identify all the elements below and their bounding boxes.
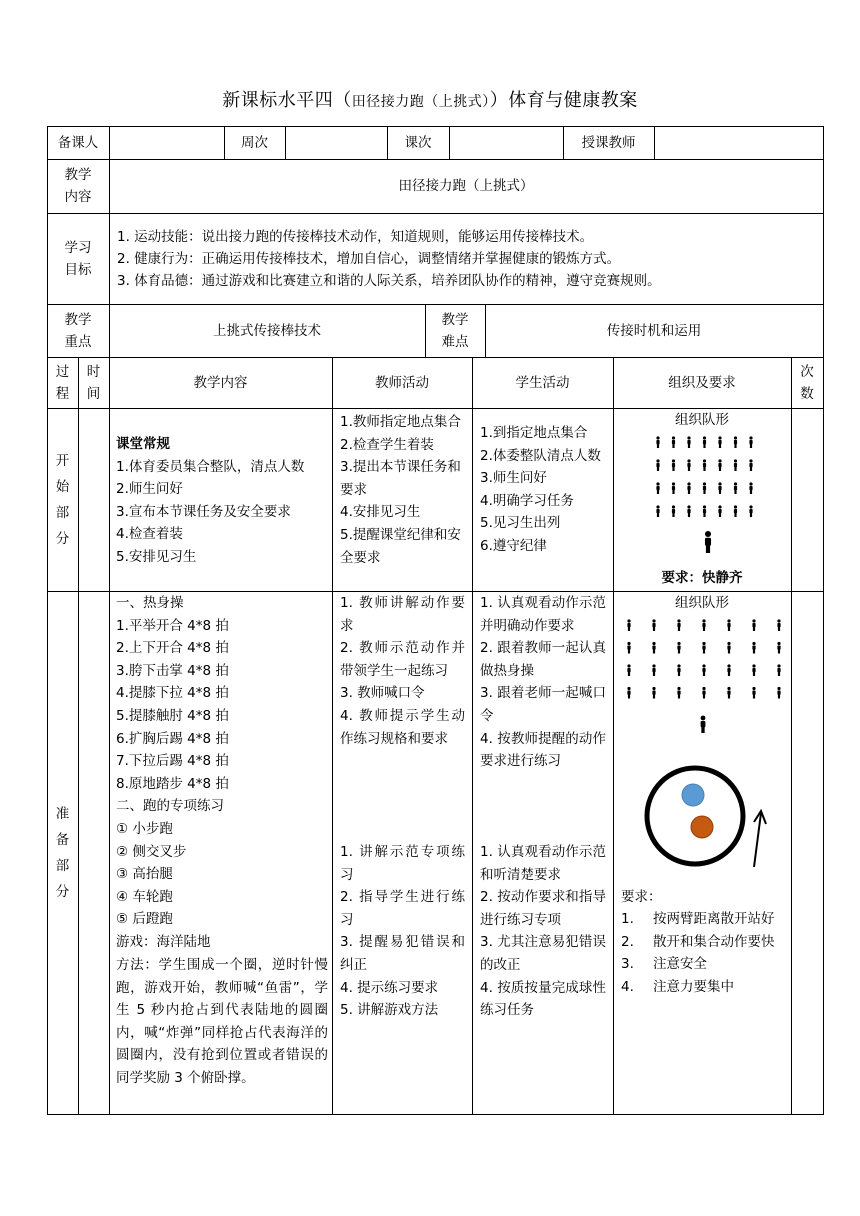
prep-student-a [480,592,606,773]
objective-item: 3. 体育品德：通过游戏和比赛建立和谐的人际关系，培养团队协作的精神，遵守竞赛规则。 [117,273,661,289]
student-icon [656,482,659,494]
list-item: ① 小步跑 [116,820,173,837]
student-icon [734,505,737,517]
preparer-label: 备课人 [57,134,99,151]
student-icon [702,664,705,676]
requirement-item: 2. 散开和集合动作要快 [621,933,775,950]
list-item: 3.宣布本节课任务及安全要求 [116,503,291,520]
list-item: 1. 认真观看动作示范和听清楚要求 [480,844,606,883]
student-icon [752,664,755,676]
list-item: ⑤ 后蹬跑 [116,911,173,928]
student-icon [656,459,659,471]
list-item: 3. 跟着老师一起喊口令 [480,685,606,724]
preparer-field[interactable] [109,126,224,159]
difficulty-label: 教学 难点 [441,311,469,350]
student-icon [749,459,752,471]
student-icon [749,436,752,448]
list-item: 1.平举开合 4*8 拍 [116,617,229,634]
student-icon [677,642,680,654]
lesson-label: 课次 [404,134,432,151]
student-icon [677,619,680,631]
student-icon [672,482,675,494]
student-icon [749,482,752,494]
list-item: 3.胯下击掌 4*8 拍 [116,662,229,679]
start-content-title: 课堂常规 [116,436,170,452]
student-icon [727,687,730,699]
student-icon [752,642,755,654]
start-student [480,422,608,558]
list-item: 游戏：海洋陆地 [116,933,211,950]
student-icon [702,642,705,654]
student-icon [703,482,706,494]
student-icon [687,482,690,494]
student-icon [652,664,655,676]
student-icon [677,687,680,699]
week-label: 周次 [241,134,268,151]
teacher-field[interactable] [654,126,823,159]
requirement-item: 3. 注意安全 [621,956,707,973]
student-icon [702,687,705,699]
week-field[interactable] [285,126,387,159]
list-item: 2. 教师示范动作并带领学生一起练习 [340,640,465,679]
student-icon [727,642,730,654]
student-icon [752,687,755,699]
game-circle [647,768,743,864]
ocean-circle [691,816,713,838]
student-icon [672,505,675,517]
section-prep-name: 准 备 部 分 [55,805,70,900]
student-icon [687,459,690,471]
teacher-icon [705,531,711,553]
objectives-list [117,226,661,292]
student-icon [727,664,730,676]
student-icon [677,664,680,676]
student-icon [627,664,630,676]
difficulty-value: 传接时机和运用 [606,322,702,339]
student-icon [749,505,752,517]
student-icon [718,459,721,471]
list-item: 5. 讲解游戏方法 [340,1002,439,1019]
teacher-icon [701,716,706,733]
student-icon [652,642,655,654]
list-item: 二、跑的专项练习 [116,798,224,815]
col-process: 过 程 [55,363,70,402]
prep-req-label: 要求： [621,889,662,905]
start-formation-diagram [613,408,791,591]
list-item: 4.检查着装 [116,526,183,543]
list-item: 3. 尤其注意易犯错误的改正 [480,934,606,973]
start-content [116,433,304,569]
student-icon [656,436,659,448]
student-icon [652,687,655,699]
student-icon [718,436,721,448]
student-icon [777,642,780,654]
student-icon [656,505,659,517]
prep-org-title: 组织队形 [675,595,729,611]
prep-teacher-a [340,592,465,750]
list-item: 4.安排见习生 [340,504,421,521]
list-item: 3.师生问好 [480,470,547,487]
student-icon [734,482,737,494]
list-item: 6.扩胸后踢 4*8 拍 [116,730,229,747]
title-tail: ）体育与健康教案 [489,90,638,111]
student-icon [703,505,706,517]
list-item: 2.上下开合 4*8 拍 [116,640,229,657]
list-item: 2. 指导学生进行练习 [340,889,465,928]
game-method: 方法：学生围成一个圈，逆时针慢跑，游戏开始，教师喊“鱼雷”，学生 5 秒内抢占到代表陆地的圆圈内，喊“炸弹”同样抢占代表海洋的圆圈内，没有抢到位置或者错误的同学奖励 3 个俯卧撑。 [116,957,328,1086]
start-org-title: 组织队形 [675,412,729,428]
col-content: 教学内容 [193,374,248,391]
objective-item: 2. 健康行为：正确运用传接棒技术，增加自信心，调整情绪并掌握健康的锻炼方式。 [117,251,621,267]
student-icon [752,619,755,631]
list-item: 2.体委整队清点人数 [480,447,601,464]
list-item: 8.原地踏步 4*8 拍 [116,775,229,792]
list-item: 1.体育委员集合整队，清点人数 [116,458,305,475]
prep-req-list [621,908,781,998]
lesson-field[interactable] [449,126,563,159]
list-item: ② 侧交叉步 [116,843,187,860]
list-item: 4. 按教师提醒的动作要求进行练习 [480,730,606,770]
list-item: 1.教师指定地点集合 [340,414,461,430]
student-icon [718,505,721,517]
col-count: 次 数 [800,363,814,402]
list-item: 3.提出本节课任务和要求 [340,459,461,498]
list-item: 4.明确学习任务 [480,492,574,509]
land-circle [682,784,704,806]
col-time: 时 间 [86,363,101,402]
student-icon [718,482,721,494]
list-item: 4. 按质按量完成球性练习任务 [480,979,606,1019]
prep-content [116,592,229,954]
list-item: 1. 教师讲解动作要求 [340,595,465,634]
list-item: 5.见习生出列 [480,515,561,532]
list-item: 2. 按动作要求和指导进行练习专项 [480,889,606,928]
prep-teacher-b [340,841,465,1022]
title-main: 新课标水平四（ [222,90,352,111]
student-icon [703,436,706,448]
teacher-label: 授课教师 [581,134,636,151]
prep-student-b [480,841,606,1022]
list-item: 3. 提醒易犯错误和纠正 [340,934,465,973]
list-item: 1. 认真观看动作示范并明确动作要求 [480,595,606,634]
student-icon [627,619,630,631]
list-item: ④ 车轮跑 [116,888,173,905]
content-value: 田径接力跑（上挑式） [398,178,534,194]
page-title [0,86,860,112]
requirement-item: 1. 按两臂距离散开站好 [621,911,775,927]
student-icon [727,619,730,631]
list-item: 4. 教师提示学生动作练习规格和要求 [340,707,465,747]
list-item: 5.提醒课堂纪律和安全要求 [340,526,461,566]
list-item: 1.到指定地点集合 [480,425,588,441]
student-icon [672,459,675,471]
objective-item: 1. 运动技能：说出接力跑的传接棒技术动作，知道规则，能够运用传接棒技术。 [117,229,594,245]
list-item: ③ 高抬腿 [116,866,173,883]
list-item: 5.提膝触肘 4*8 拍 [116,707,229,724]
prep-formation-diagram [613,591,791,881]
student-icon [687,505,690,517]
student-icon [672,436,675,448]
student-icon [652,619,655,631]
list-item: 4.提膝下拉 4*8 拍 [116,685,229,702]
student-icon [777,664,780,676]
list-item: 一、热身操 [116,595,184,611]
list-item: 7.下拉后踢 4*8 拍 [116,753,229,770]
list-item: 2.师生问好 [116,481,183,498]
list-item: 4. 提示练习要求 [340,979,439,996]
list-item: 5.安排见习生 [116,548,197,565]
student-icon [777,687,780,699]
list-item: 3. 教师喊口令 [340,685,425,702]
student-icon [703,459,706,471]
title-sub: 田径接力跑（上挑式） [351,94,490,110]
start-org-requirement: 要求：快静齐 [661,570,743,586]
col-org: 组织及要求 [668,374,736,391]
list-item: 2. 跟着教师一起认真做热身操 [480,640,606,679]
list-item: 1. 讲解示范专项练习 [340,844,465,883]
objectives-label: 学习 目标 [64,239,92,278]
list-item: 2.检查学生着装 [340,436,434,453]
start-teacher [340,411,468,569]
student-icon [627,687,630,699]
student-icon [734,459,737,471]
list-item: 6.遵守纪律 [480,537,547,554]
section-start-name: 开 始 部 分 [55,452,70,547]
col-student: 学生活动 [515,374,570,391]
student-icon [702,619,705,631]
col-teacher: 教师活动 [375,374,429,391]
student-icon [777,619,780,631]
requirement-item: 4. 注意力要集中 [621,978,734,995]
key-point-value: 上挑式传接棒技术 [213,322,321,339]
content-label: 教学 内容 [64,167,92,205]
student-icon [627,642,630,654]
student-icon [687,436,690,448]
key-point-label: 教学 重点 [64,311,92,350]
student-icon [734,436,737,448]
